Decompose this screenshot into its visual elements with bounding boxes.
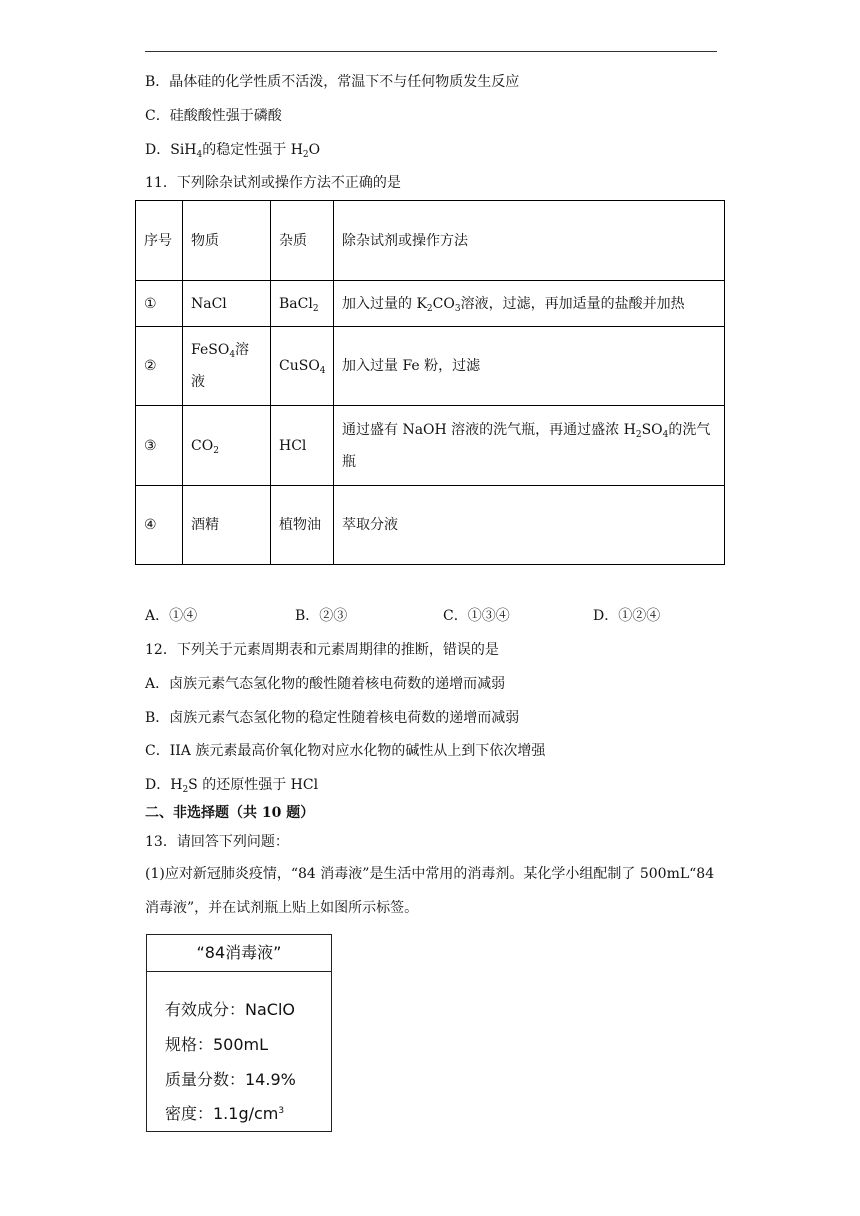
section-heading: 二、非选择题（共 10 题）	[145, 805, 315, 821]
header-no: 序号	[136, 201, 183, 281]
q10-option-b: B．晶体硅的化学性质不活泼，常温下不与任何物质发生反应	[145, 74, 520, 90]
cell-substance: 酒精	[183, 486, 271, 565]
q11-options	[145, 606, 725, 626]
cell-no: ④	[136, 486, 183, 565]
header-substance: 物质	[183, 201, 271, 281]
q11-option-c: C．①③④	[443, 608, 510, 624]
cell-impurity: CuSO$_4$	[271, 327, 334, 406]
cell-no: ①	[136, 281, 183, 327]
q11-table	[135, 200, 725, 565]
q11-option-a: A．①④	[145, 608, 198, 624]
q12-option-b: B．卤族元素气态氢化物的稳定性随着核电荷数的递增而减弱	[145, 710, 520, 726]
label-title: “84消毒液”	[147, 935, 331, 972]
q12-option-c: C．IIA 族元素最高价氧化物对应水化物的碱性从上到下依次增强	[145, 743, 546, 759]
q13-stem: 13．请回答下列问题：	[145, 834, 289, 850]
q13-paragraph-line1: (1)应对新冠肺炎疫情，“84 消毒液”是生活中常用的消毒剂。某化学小组配制了 500mL“84	[145, 866, 715, 882]
cell-method: 加入过量的 $K_2CO_3$溶液，过滤，再加适量的盐酸并加热	[334, 281, 725, 327]
table-row	[136, 281, 725, 327]
disinfectant-label	[146, 934, 332, 1132]
label-spec: 规格：500mL	[165, 1035, 269, 1054]
table-header-row	[136, 201, 725, 281]
label-mass-fraction: 质量分数：14.9%	[165, 1070, 296, 1089]
header-method: 除杂试剂或操作方法	[334, 201, 725, 281]
q12-option-d: D．$H_2S$ 的还原性强于 HCl	[145, 777, 319, 795]
table-row	[136, 486, 725, 565]
q11-option-d: D．①②④	[593, 608, 661, 624]
cell-impurity: 植物油	[271, 486, 334, 565]
q10-option-c: C．硅酸酸性强于磷酸	[145, 108, 282, 124]
cell-substance: $CO_2$	[183, 406, 271, 486]
q10-option-d: D．SiH$_4$的稳定性强于 $H_2O$	[145, 142, 321, 160]
cell-impurity: BaCl$_2$	[271, 281, 334, 327]
q12-stem: 12．下列关于元素周期表和元素周期律的推断，错误的是	[145, 642, 499, 658]
cell-impurity: HCl	[271, 406, 334, 486]
header-impurity: 杂质	[271, 201, 334, 281]
q11-option-b: B．②③	[295, 608, 348, 624]
table-row	[136, 406, 725, 486]
cell-substance: FeSO$_4$溶液	[183, 327, 271, 406]
label-density: 密度：$1.1g/cm^3$	[165, 1104, 285, 1123]
cell-no: ②	[136, 327, 183, 406]
q13-paragraph-line2: 消毒液”，并在试剂瓶上贴上如图所示标签。	[145, 900, 419, 916]
cell-method: 通过盛有 NaOH 溶液的洗气瓶，再通过盛浓 $H_2SO_4$的洗气瓶	[334, 406, 725, 486]
cell-no: ③	[136, 406, 183, 486]
cell-method: 加入过量 Fe 粉，过滤	[334, 327, 725, 406]
header-rule	[145, 51, 717, 52]
q12-option-a: A．卤族元素气态氢化物的酸性随着核电荷数的递增而减弱	[145, 676, 506, 692]
q11-stem: 11．下列除杂试剂或操作方法不正确的是	[145, 175, 401, 191]
cell-substance: NaCl	[183, 281, 271, 327]
label-ingredient: 有效成分：NaClO	[165, 1000, 295, 1019]
cell-method: 萃取分液	[334, 486, 725, 565]
table-row	[136, 327, 725, 406]
